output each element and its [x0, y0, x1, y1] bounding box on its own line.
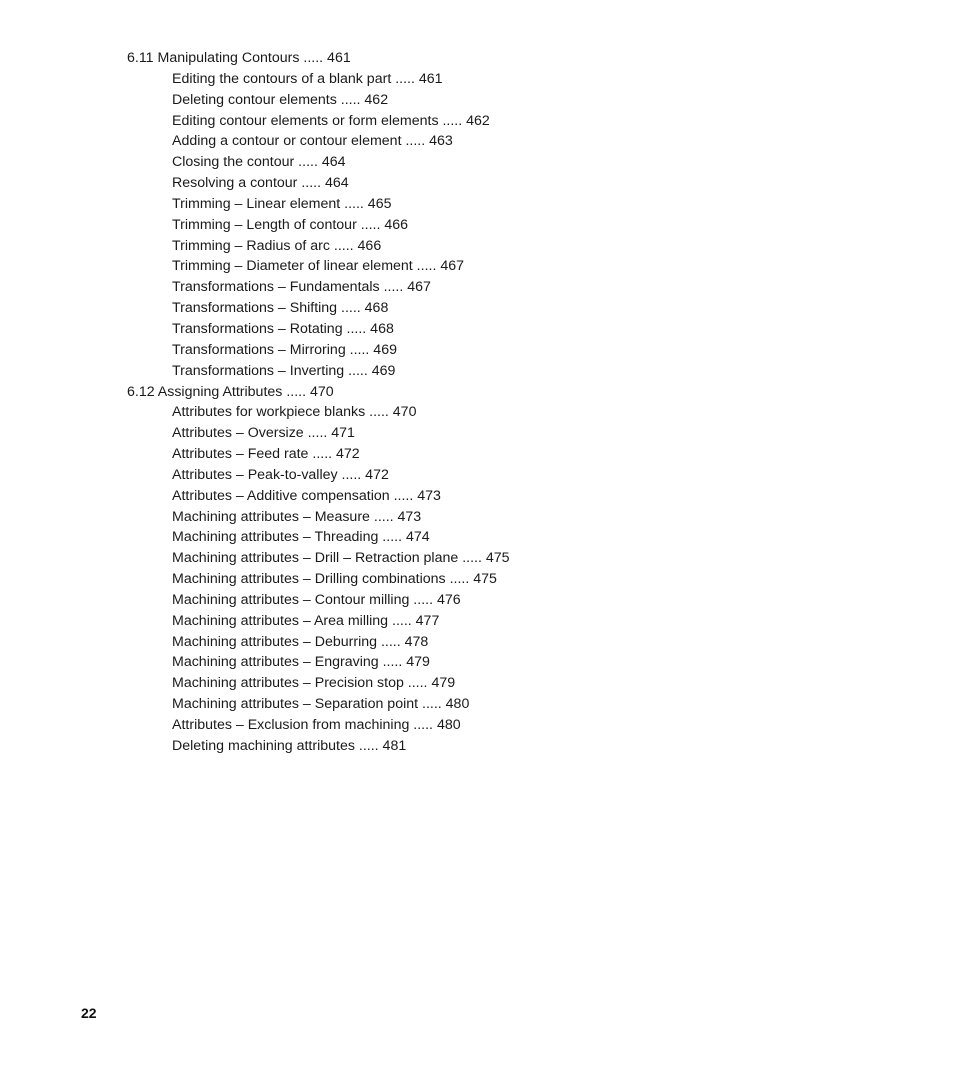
toc-entry[interactable]: Machining attributes – Engraving ..... 479 — [172, 654, 430, 671]
toc-entry[interactable]: Machining attributes – Measure ..... 473 — [172, 508, 422, 525]
toc-entry[interactable]: Machining attributes – Drilling combinations ..... 475 — [172, 571, 497, 588]
toc-entry[interactable]: Deleting machining attributes ..... 481 — [172, 737, 407, 754]
toc-entry[interactable]: Machining attributes – Threading ..... 474 — [172, 529, 430, 546]
toc-entry[interactable]: Machining attributes – Contour milling ..... 476 — [172, 591, 461, 608]
toc-entry[interactable]: Transformations – Rotating ..... 468 — [172, 320, 394, 337]
toc-entry[interactable]: Resolving a contour ..... 464 — [172, 175, 349, 192]
toc-entry[interactable]: Editing the contours of a blank part ..... 461 — [172, 70, 443, 87]
toc-entry[interactable]: Machining attributes – Deburring ..... 478 — [172, 633, 429, 650]
toc-entry[interactable]: Attributes for workpiece blanks ..... 470 — [172, 404, 417, 421]
toc-entry[interactable]: Machining attributes – Precision stop ..... 479 — [172, 675, 456, 692]
toc-section-6-12 — [127, 382, 887, 757]
toc-entry[interactable]: Machining attributes – Drill – Retraction plane ..... 475 — [172, 550, 510, 567]
toc-entry[interactable]: Deleting contour elements ..... 462 — [172, 91, 389, 108]
toc-entry[interactable]: Closing the contour ..... 464 — [172, 154, 346, 171]
toc-entry[interactable]: Transformations – Shifting ..... 468 — [172, 300, 389, 317]
toc-entry[interactable]: Trimming – Radius of arc ..... 466 — [172, 237, 382, 254]
toc-entry[interactable]: Attributes – Peak-to-valley ..... 472 — [172, 466, 389, 483]
toc-heading[interactable]: 6.11 Manipulating Contours ..... 461 — [127, 50, 351, 66]
table-of-contents — [127, 48, 887, 757]
toc-entry[interactable]: Attributes – Feed rate ..... 472 — [172, 446, 360, 463]
toc-entry[interactable]: Trimming – Linear element ..... 465 — [172, 195, 392, 212]
toc-entry[interactable]: Transformations – Inverting ..... 469 — [172, 362, 396, 379]
toc-entry[interactable]: Editing contour elements or form elements ..... 462 — [172, 112, 490, 129]
toc-entry[interactable]: Attributes – Oversize ..... 471 — [172, 425, 355, 442]
toc-entry[interactable]: Machining attributes – Area milling ..... 477 — [172, 612, 440, 629]
toc-entry[interactable]: Transformations – Fundamentals ..... 467 — [172, 279, 431, 296]
toc-entry[interactable]: Attributes – Exclusion from machining ..... 480 — [172, 717, 461, 733]
toc-entry[interactable]: Trimming – Diameter of linear element ..... 467 — [172, 258, 465, 275]
page-number: 22 — [81, 1005, 97, 1021]
toc-entry[interactable]: Attributes – Additive compensation ..... 473 — [172, 487, 441, 504]
toc-section-6-11 — [127, 48, 887, 382]
toc-entry[interactable]: Machining attributes – Separation point ..... 480 — [172, 696, 470, 713]
toc-entry[interactable]: Transformations – Mirroring ..... 469 — [172, 341, 397, 358]
toc-entry[interactable]: Trimming – Length of contour ..... 466 — [172, 216, 409, 233]
toc-entry[interactable]: Adding a contour or contour element ..... 463 — [172, 133, 453, 150]
toc-heading[interactable]: 6.12 Assigning Attributes ..... 470 — [127, 383, 334, 400]
